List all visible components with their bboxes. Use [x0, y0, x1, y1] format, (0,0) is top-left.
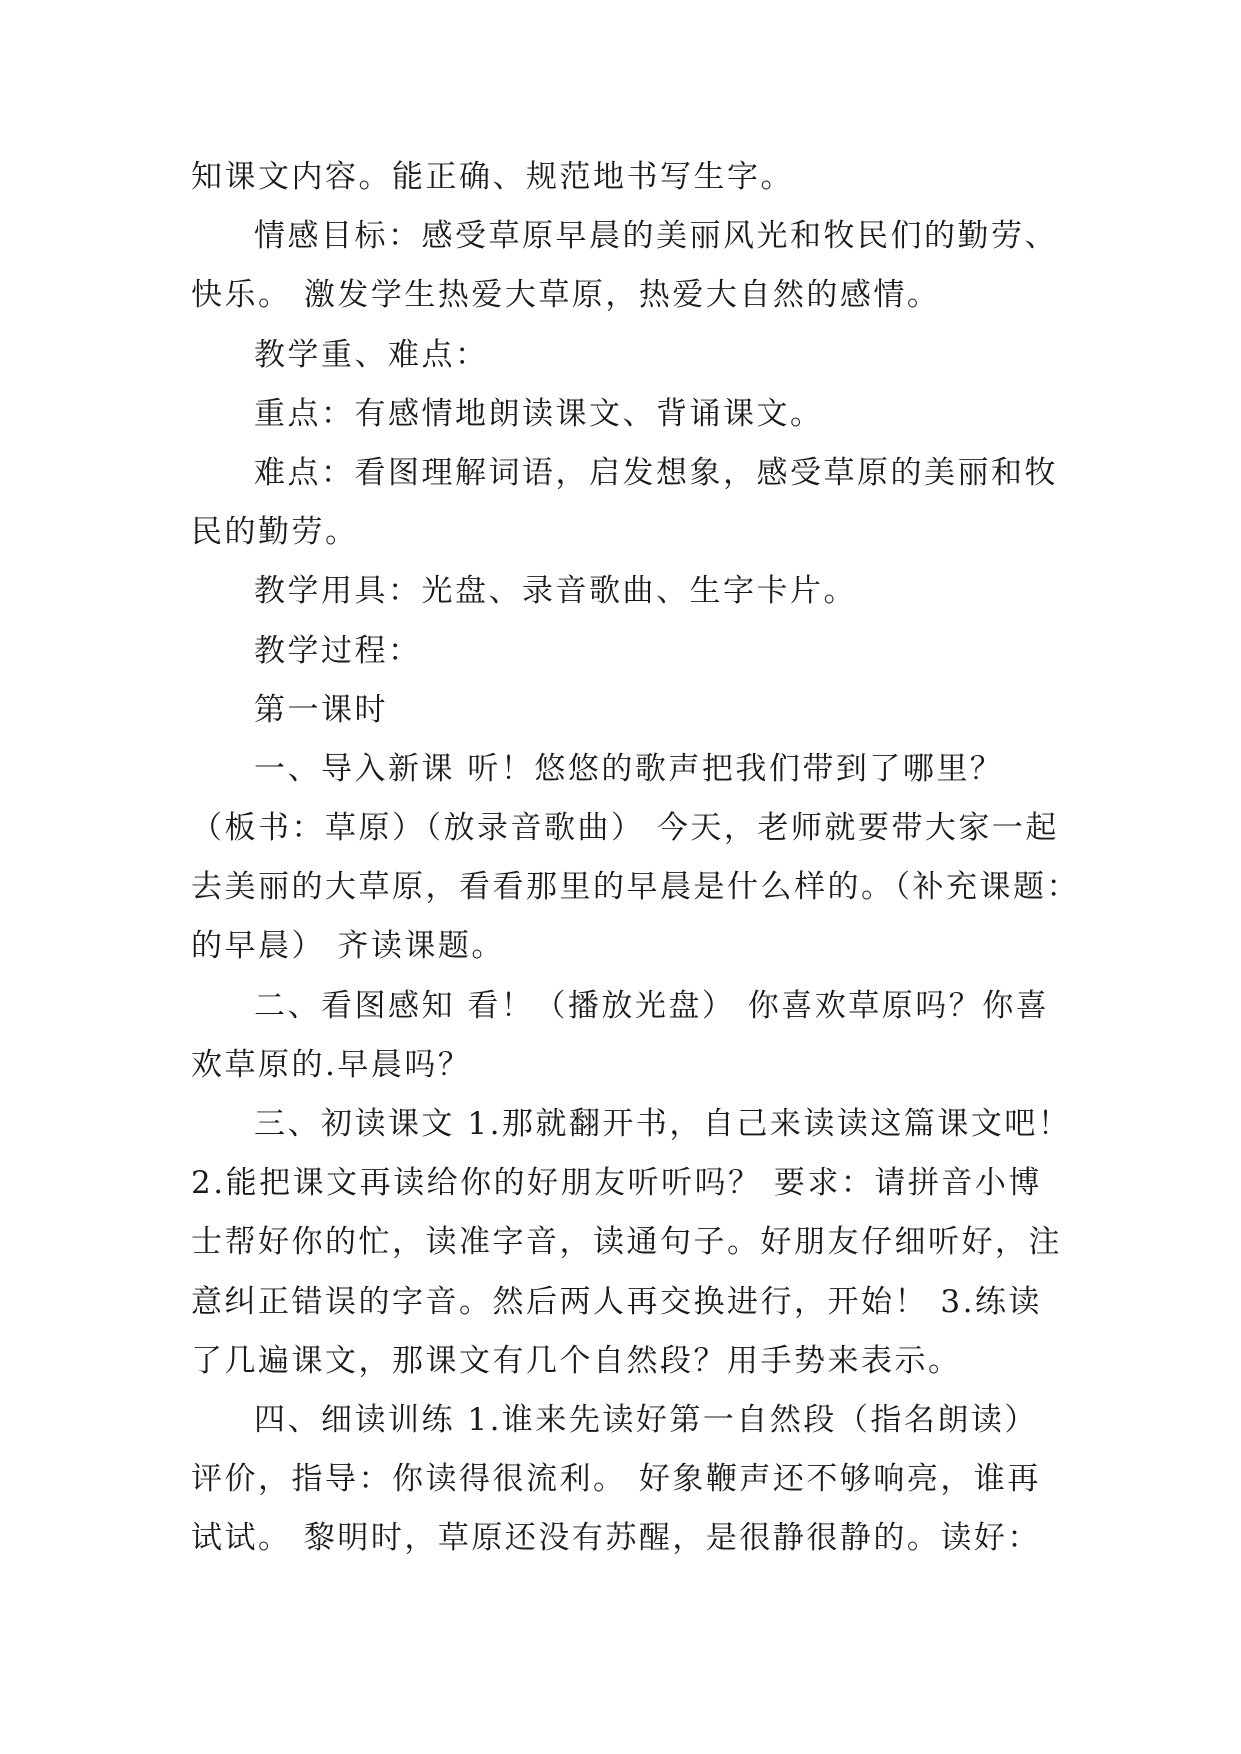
- text-line: 一、导入新课 听！悠悠的歌声把我们带到了哪里？: [254, 750, 1004, 787]
- text-line: 士帮好你的忙，读准字音，读通句子。好朋友仔细听好，注: [191, 1224, 1062, 1261]
- text-line: 知课文内容。能正确、规范地书写生字。: [191, 159, 794, 195]
- text-line: 的早晨） 齐读课题。: [191, 928, 505, 965]
- text-line: 了几遍课文，那课文有几个自然段？用手势来表示。: [191, 1342, 962, 1379]
- text-line: 第一课时: [254, 691, 388, 728]
- text-line: 教学重、难点：: [254, 336, 489, 373]
- text-line: 难点：看图理解词语，启发想象，感受草原的美丽和牧: [254, 454, 1058, 491]
- text-line: 意纠正错误的字音。然后两人再交换进行，开始！ 3.练读: [191, 1283, 1042, 1320]
- document-body: [191, 148, 1081, 1569]
- text-line: 情感目标：感受草原早晨的美丽风光和牧民们的勤劳、: [254, 218, 1058, 255]
- text-line: 二、看图感知 看！（播放光盘） 你喜欢草原吗？你喜: [254, 987, 1050, 1024]
- text-line: 重点：有感情地朗读课文、背诵课文。: [254, 395, 824, 432]
- text-line: 2.能把课文再读给你的好朋友听听吗？ 要求：请拼音小博: [191, 1165, 1042, 1202]
- text-line: 评价，指导：你读得很流利。 好象鞭声还不够响亮，谁再: [191, 1461, 1041, 1498]
- text-line: 四、细读训练 1.谁来先读好第一自然段（指名朗读）: [254, 1401, 1038, 1438]
- text-line: 民的勤劳。: [191, 514, 359, 551]
- text-line: 去美丽的大草原，看看那里的早晨是什么样的。（补充课题：: [191, 869, 1080, 906]
- text-line: 教学用具：光盘、录音歌曲、生字卡片。: [254, 573, 857, 610]
- text-line: （板书：草原）（放录音歌曲） 今天，老师就要带大家一起: [191, 810, 1059, 847]
- text-line: 教学过程：: [254, 632, 422, 669]
- text-line: 三、初读课文 1.那就翻开书，自己来读读这篇课文吧！: [254, 1106, 1072, 1142]
- text-line: 快乐。 激发学生热爱大草原，热爱大自然的感情。: [191, 277, 941, 314]
- text-line: 试试。 黎明时，草原还没有苏醒，是很静很静的。读好：: [191, 1520, 1041, 1557]
- text-line: 欢草原的.早晨吗？: [191, 1046, 472, 1083]
